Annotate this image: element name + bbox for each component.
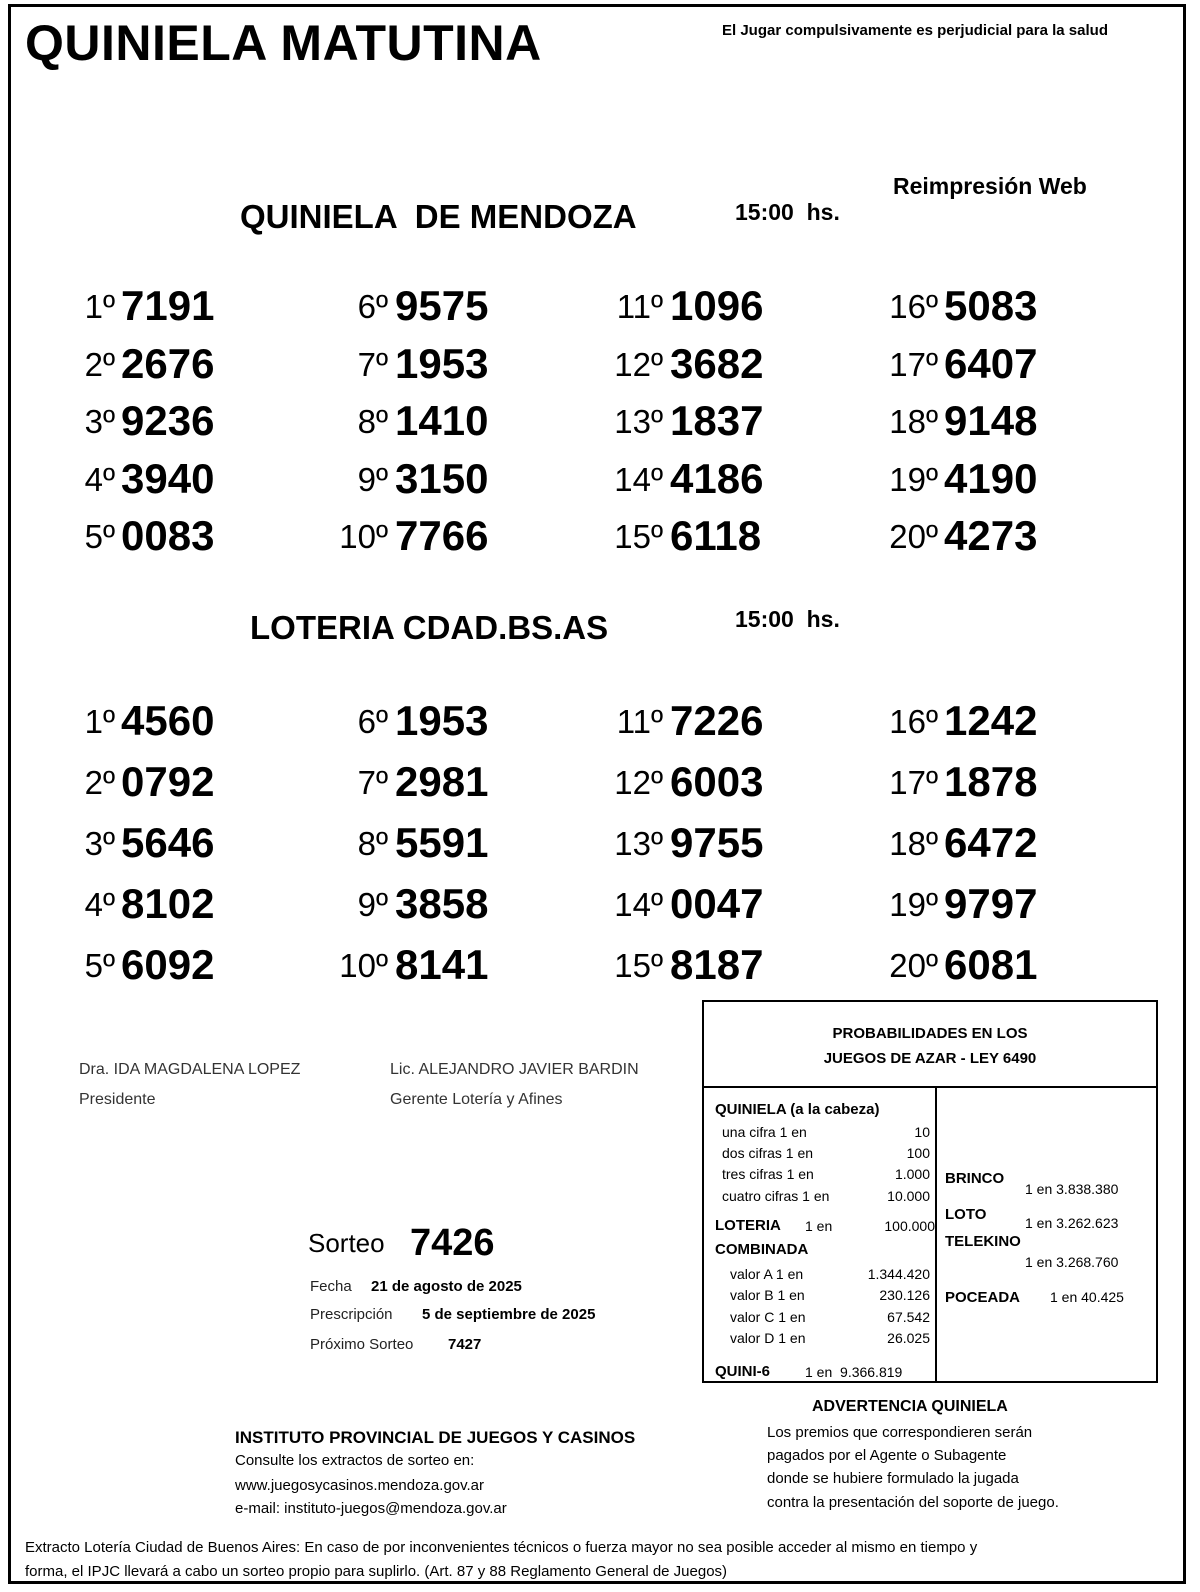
result-number: 4186 [670,454,764,502]
result-position: 15º [614,518,663,555]
result-number: 8187 [670,941,764,988]
result-position: 5º [84,947,115,984]
combinada-prob-value: 67.542 [887,1309,930,1325]
quiniela-prob-label: una cifra 1 en [722,1124,807,1140]
mendoza-section-title: QUINIELA DE MENDOZA [240,198,637,235]
quiniela-prob-value: 10 [914,1124,930,1140]
result-position: 9º [357,460,388,498]
quiniela-prob-label: dos cifras 1 en [722,1145,814,1161]
result-number: 6118 [670,512,762,559]
result-position: 3º [84,403,115,440]
probabilities-divider [702,1086,1158,1088]
advertencia-title: ADVERTENCIA QUINIELA [812,1398,1008,1415]
result-number: 5591 [395,819,489,866]
result-number: 1242 [944,697,1038,744]
telekino-prob-value: 1 en 3.268.760 [1025,1254,1119,1270]
result-number: 6003 [670,758,764,805]
loteria-prob-en: 1 en [805,1218,833,1234]
result-position: 4º [84,460,115,498]
result-number: 3940 [121,454,215,502]
result-number: 0792 [121,758,215,805]
combinada-prob-label: valor D 1 en [730,1330,806,1346]
result-position: 14º [614,460,663,498]
reprint-label: Reimpresión Web [893,173,1087,199]
result-position: 18º [889,825,938,862]
result-position: 3º [84,825,115,862]
result-number: 7766 [395,512,489,559]
result-position: 11º [616,288,663,325]
advertencia-line: pagados por el Agente o Subagente [767,1447,1007,1464]
quiniela-prob-value: 100 [906,1145,930,1161]
result-position: 10º [339,518,388,555]
quiniela-prob-label: cuatro cifras 1 en [722,1188,830,1204]
result-number: 6407 [944,339,1038,387]
combinada-prob-label: valor B 1 en [730,1287,805,1303]
result-number: 9755 [670,819,764,866]
result-position: 6º [357,703,388,740]
result-number: 1953 [395,697,489,744]
result-number: 2981 [395,758,489,805]
result-position: 12º [614,345,663,383]
poceada-prob-label: POCEADA [945,1289,1021,1306]
result-number: 0047 [670,880,764,927]
result-number: 9575 [395,282,489,329]
loto-prob-value: 1 en 3.262.623 [1025,1215,1119,1231]
result-number: 1410 [395,397,489,444]
brinco-prob-value: 1 en 3.838.380 [1025,1181,1119,1197]
telekino-prob-label: TELEKINO [945,1233,1021,1250]
mendoza-section-time: 15:00 hs. [735,199,840,225]
result-number: 9236 [121,397,215,444]
result-position: 17º [889,764,938,801]
result-number: 3150 [395,454,489,502]
result-position: 7º [357,764,388,801]
result-position: 10º [339,947,388,984]
combinada-prob-value: 26.025 [887,1330,930,1346]
result-position: 1º [84,703,115,740]
result-position: 8º [357,825,388,862]
signatory-left-name: Dra. IDA MAGDALENA LOPEZ [79,1061,301,1078]
proximo-value: 7427 [448,1336,482,1353]
proximo-label: Próximo Sorteo [310,1336,414,1353]
footer-note-line2: forma, el IPJC llevará a cabo un sorteo propio para suplirlo. (Art. 87 y 88 Reglamento General de Juegos) [25,1563,728,1580]
result-number: 8102 [121,880,215,927]
brinco-prob-label: BRINCO [945,1170,1005,1187]
result-number: 4560 [121,697,215,744]
result-number: 1953 [395,339,489,387]
result-number: 8141 [395,941,489,988]
result-number: 4273 [944,512,1038,559]
result-position: 14º [614,886,663,923]
result-position: 5º [84,518,115,555]
loto-prob-label: LOTO [945,1206,987,1223]
loteria-section-time: 15:00 hs. [735,606,840,632]
result-number: 0083 [121,512,215,559]
result-position: 17º [889,345,938,383]
result-number: 6472 [944,819,1038,866]
probabilities-title-line2: JUEGOS DE AZAR - LEY 6490 [823,1050,1037,1067]
result-position: 19º [889,886,938,923]
quini6-prob-value: 1 en 9.366.819 [805,1364,903,1380]
result-position: 6º [357,288,388,325]
institute-name: INSTITUTO PROVINCIAL DE JUEGOS Y CASINOS [235,1428,636,1447]
sorteo-label: Sorteo [308,1228,385,1258]
combinada-prob-label: valor C 1 en [730,1309,806,1325]
result-number: 3858 [395,880,489,927]
result-number: 7226 [670,697,764,744]
result-position: 20º [889,947,938,984]
result-number: 6081 [944,941,1038,988]
result-number: 7191 [121,282,215,329]
result-position: 16º [889,703,938,740]
result-position: 19º [889,460,938,498]
quiniela-prob-value: 1.000 [894,1166,930,1182]
result-position: 11º [616,703,663,740]
page-title: QUINIELA MATUTINA [25,15,542,71]
result-number: 5083 [944,282,1038,329]
combinada-prob-title: COMBINADA [715,1241,809,1258]
result-number: 5646 [121,819,215,866]
result-number: 1878 [944,758,1038,805]
result-position: 8º [357,403,388,440]
quiniela-prob-value: 10.000 [887,1188,930,1204]
prescripcion-value: 5 de septiembre de 2025 [422,1306,596,1323]
result-number: 9797 [944,880,1038,927]
result-position: 2º [84,764,115,801]
result-position: 12º [614,764,663,801]
signatory-right-role: Gerente Lotería y Afines [390,1091,563,1108]
quiniela-prob-label: tres cifras 1 en [722,1166,814,1182]
fecha-label: Fecha [310,1278,352,1295]
result-number: 6092 [121,941,215,988]
result-position: 2º [84,345,115,383]
institute-line: Consulte los extractos de sorteo en: [235,1452,475,1469]
signatory-left-role: Presidente [79,1091,156,1108]
institute-email: e-mail: instituto-juegos@mendoza.gov.ar [235,1500,507,1517]
result-number: 4190 [944,454,1038,502]
probabilities-title-line1: PROBABILIDADES EN LOS [832,1025,1028,1042]
footer-note-line1: Extracto Lotería Ciudad de Buenos Aires: En caso de por inconvenientes técnicos o fuerza mayor no sea posible acceder al mismo en tiempo y [25,1539,978,1556]
result-position: 18º [889,403,938,440]
result-position: 9º [357,886,388,923]
advertencia-line: donde se hubiere formulado la jugada [767,1470,1019,1487]
result-position: 15º [614,947,663,984]
result-number: 9148 [944,397,1038,444]
result-number: 3682 [670,339,764,387]
sorteo-number: 7426 [410,1222,495,1264]
combinada-prob-value: 230.126 [879,1287,930,1303]
loteria-section-title: LOTERIA CDAD.BS.AS [250,609,609,646]
advertencia-line: contra la presentación del soporte de juego. [767,1494,1059,1511]
result-position: 4º [84,886,115,923]
result-position: 13º [614,825,663,862]
advertencia-line: Los premios que correspondieren serán [767,1424,1033,1441]
quiniela-prob-title: QUINIELA (a la cabeza) [715,1101,880,1118]
prescripcion-label: Prescripción [310,1306,393,1323]
result-number: 1837 [670,397,764,444]
poceada-prob-value: 1 en 40.425 [1050,1289,1124,1305]
result-number: 1096 [670,282,764,329]
combinada-prob-value: 1.344.420 [867,1266,930,1282]
signatory-right-name: Lic. ALEJANDRO JAVIER BARDIN [390,1061,639,1078]
result-number: 2676 [121,339,215,387]
probabilities-column-divider [935,1086,937,1383]
fecha-value: 21 de agosto de 2025 [371,1278,522,1295]
combinada-prob-label: valor A 1 en [730,1266,804,1282]
health-warning: El Jugar compulsivamente es perjudicial para la salud [722,22,1108,39]
quini6-prob-label: QUINI-6 [715,1363,771,1380]
loteria-prob-label: LOTERIA [715,1217,781,1234]
institute-website: www.juegosycasinos.mendoza.gov.ar [235,1477,485,1494]
result-position: 16º [889,288,938,325]
loteria-prob-value: 100.000 [884,1218,935,1234]
result-position: 7º [357,345,388,383]
result-position: 13º [614,403,663,440]
result-position: 1º [84,288,115,325]
result-position: 20º [889,518,938,555]
